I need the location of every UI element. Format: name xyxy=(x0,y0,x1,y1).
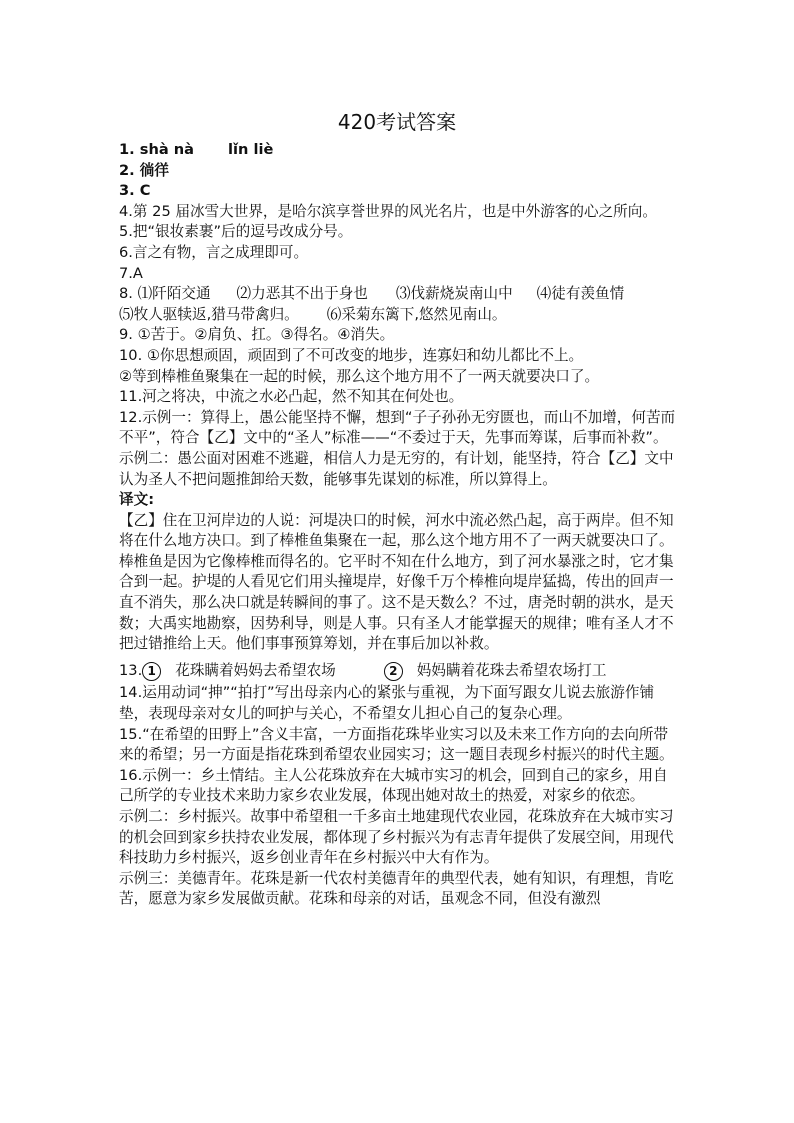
answer-4: 4.第 25 届冰雪大世界，是哈尔滨享誉世界的风光名片，也是中外游客的心之所向。 xyxy=(119,202,657,220)
answer-6: 6.言之有物，言之成理即可。 xyxy=(119,243,309,261)
answer-11: 11.河之将决，中流之水必凸起，然不知其在何处也。 xyxy=(119,388,464,406)
answer-13-item-2: 妈妈瞒着花珠去希望农场打工 xyxy=(416,661,607,679)
translation-label: 译文: xyxy=(119,491,155,509)
answer-13 xyxy=(119,661,679,682)
answer-13-prefix: 13. xyxy=(119,661,143,679)
answer-1-part-a: 1. shà nà xyxy=(119,141,195,158)
answer-2: 2. 徜徉 xyxy=(119,161,169,179)
circled-number-2: 2 xyxy=(384,662,403,681)
answer-1 xyxy=(119,140,679,161)
page-title: 420考试答案 xyxy=(337,110,457,134)
answer-3: 3. C xyxy=(119,182,151,200)
answer-10-part-1: 10. ①你思想顽固，顽固到了不可改变的地步，连寡妇和幼儿都比不上。 xyxy=(119,346,584,364)
answer-8-item-1: 8. ⑴阡陌交通 xyxy=(119,285,211,303)
answer-12-example-2: 示例二：愚公面对困难不逃避，相信人力是无穷的，有计划，能坚持，符合【乙】文中认为圣人不把问题推卸给天数，能够事先谋划的标准，所以算得上。 xyxy=(119,449,674,488)
answer-8-item-3: ⑶伐薪烧炭南山中 xyxy=(395,285,513,303)
answer-8-row-2 xyxy=(119,305,679,326)
answer-10-part-2: ②等到棒椎鱼聚集在一起的时候，那么这个地方用不了一两天就要决口了。 xyxy=(119,367,600,385)
answer-7: 7.A xyxy=(119,264,143,282)
answer-9: 9. ①苦于。②肩负、扛。③得名。④消失。 xyxy=(119,326,395,344)
answer-16-example-2: 示例二：乡村振兴。故事中希望租一千多亩土地建现代农业园，花珠放弃在大城市实习的机会回到家乡扶持农业发展，都体现了乡村振兴为有志青年提供了发展空间，用现代科技助力乡村振兴，返乡创业青年在乡村振兴中大有作为。 xyxy=(119,808,674,867)
answer-15: 15.“在希望的田野上”含义丰富，一方面指花珠毕业实习以及未来工作方向的去向所带来的希望；另一方面是指花珠到希望农业园实习；这一题目表现乡村振兴的时代主题。 xyxy=(119,725,674,764)
answer-13-item-1: 花珠瞒着妈妈去希望农场 xyxy=(175,661,336,679)
circled-number-1: 1 xyxy=(142,662,161,681)
answer-8-row-1 xyxy=(119,284,679,305)
answer-16-example-3: 示例三：美德青年。花珠是新一代农村美德青年的典型代表，她有知识，有理想，肯吃苦，愿意为家乡发展做贡献。花珠和母亲的对话，虽观念不同，但没有激烈 xyxy=(119,869,674,908)
answer-1-part-b: lǐn liè xyxy=(228,141,274,158)
answer-body xyxy=(119,140,679,910)
translation-text: 【乙】住在卫河岸边的人说：河堤决口的时候，河水中流必然凸起，高于两岸。但不知将在什么地方决口。到了棒椎鱼集聚在一起，那么这个地方用不了一两天就要决口了。棒椎鱼是因为它像棒椎而得名的。它平时不知在什么地方，到了河水暴涨之时，它才集合到一起。护堤的人看见它们用头撞堤岸，好像千万个棒椎向堤岸猛捣，传出的回声一直不消失，那么决口就是转瞬间的事了。这不是天数么？不过，唐尧时朝的洪水，是天数；大禹实地勘察，因势利导，则是人事。只有圣人才能掌握天的规律；唯有圣人才不把过错推给上天。他们事事预算筹划，并在事后加以补救。 xyxy=(119,511,674,653)
answer-12-example-1: 12.示例一：算得上，愚公能坚持不懈，想到“子子孙孙无穷匮也，而山不加增，何苦而不平”，符合【乙】文中的“圣人”标准——“不委过于天，先事而筹谋，后事而补救”。 xyxy=(119,408,676,447)
answer-14: 14.运用动词“抻”“拍打”写出母亲内心的紧张与重视，为下面写跟女儿说去旅游作铺垫，表现母亲对女儿的呵护与关心，不希望女儿担心自己的复杂心理。 xyxy=(119,684,655,723)
answer-5: 5.把“银妆素裹”后的逗号改成分号。 xyxy=(119,223,353,241)
answer-8-item-4: ⑷徒有羡鱼情 xyxy=(536,285,625,303)
answer-8-item-6: ⑹采菊东篱下,悠然见南山。 xyxy=(326,305,507,323)
answer-8-item-2: ⑵力恶其不出于身也 xyxy=(236,285,368,303)
answer-8-item-5: ⑸牧人驱犊返,猎马带禽归。 xyxy=(119,305,299,323)
answer-16-example-1: 16.示例一：乡土情结。主人公花珠放弃在大城市实习的机会，回到自己的家乡，用自己所学的专业技术来助力家乡农业发展，体现出她对故土的热爱，对家乡的依恋。 xyxy=(119,766,668,805)
